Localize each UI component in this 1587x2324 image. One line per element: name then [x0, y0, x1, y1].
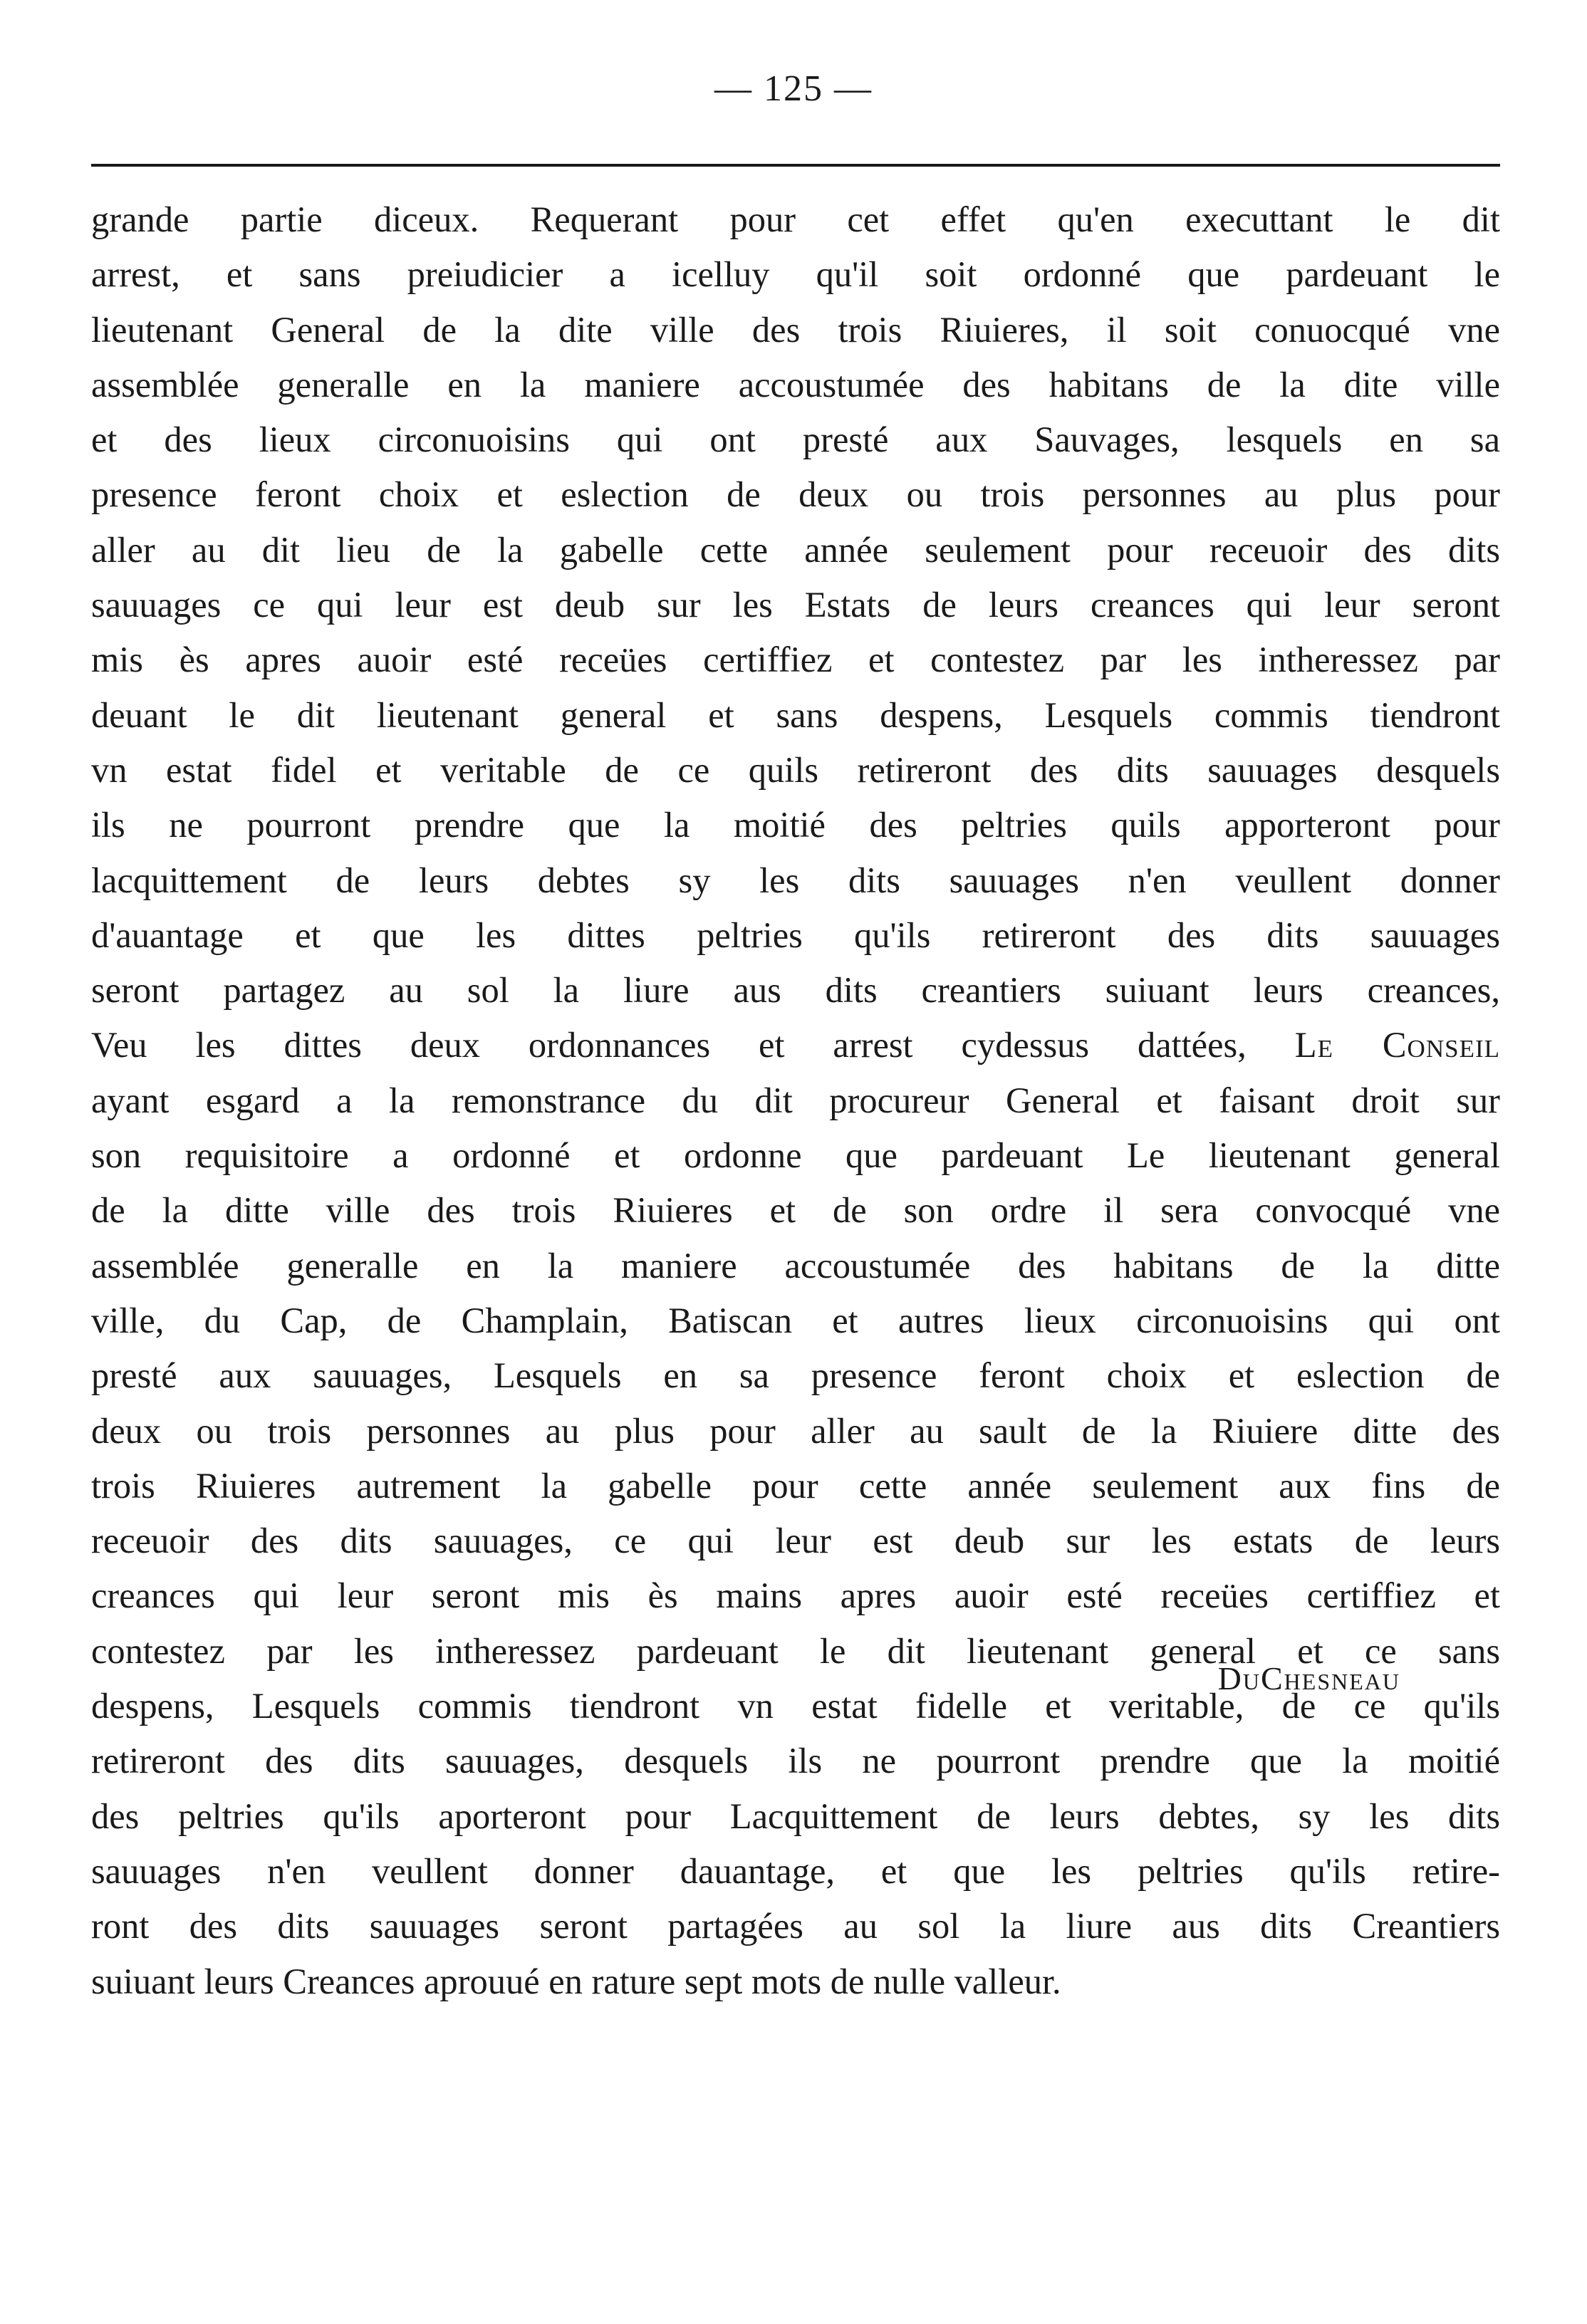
text-line: ils ne pourront prendre que la moitié des peltries quils apporteront pour — [91, 805, 1500, 845]
text-line: ayant esgard a la remonstrance du dit procureur General et faisant droit sur — [91, 1080, 1500, 1120]
text-line: ville, du Cap, de Champlain, Batiscan et autres lieux circonuoisins qui ont — [91, 1300, 1500, 1340]
text-line: aller au dit lieu de la gabelle cette année seulement pour receuoir des dits — [91, 529, 1500, 570]
text-line: de la ditte ville des trois Riuieres et de son ordre il sera convocqué vne — [91, 1190, 1500, 1231]
text-line: arrest, et sans preiudicier a icelluy qu'il soit ordonné que pardeuant le — [91, 254, 1500, 295]
text-line: ront des dits sauuages seront partagées au sol la liure aus dits Creantiers — [91, 1906, 1500, 1947]
page-number: — 125 — — [714, 68, 873, 109]
le-conseil-smallcaps: Le Conseil — [1294, 1025, 1500, 1065]
text-line: presté aux sauuages, Lesquels en sa presence feront choix et eslection de — [91, 1355, 1500, 1396]
text-line: son requisitoire a ordonné et ordonne que pardeuant Le lieutenant general — [91, 1135, 1500, 1176]
text-line: seront partagez au sol la liure aus dits creantiers suiuant leurs creances, — [91, 970, 1500, 1011]
text-line: despens, Lesquels commis tiendront vn estat fidelle et veritable, de ce qu'ils — [91, 1686, 1500, 1726]
text-line: grande partie diceux. Requerant pour cet effet qu'en executtant le dit — [91, 199, 1500, 239]
text-line: assemblée generalle en la maniere accoustumée des habitans de la dite ville — [91, 364, 1500, 405]
text-line: retireront des dits sauuages, desquels ils ne pourront prendre que la moitié — [91, 1741, 1500, 1781]
text-line: sauuages n'en veullent donner dauantage, et que les peltries qu'ils retire- — [91, 1850, 1500, 1891]
text-line: deux ou trois personnes au plus pour aller au sault de la Riuiere ditte des — [91, 1410, 1500, 1451]
text-line: et des lieux circonuoisins qui ont presté aux Sauvages, lesquels en sa — [91, 420, 1500, 460]
text-line: d'auantage et que les dittes peltries qu'ils retireront des dits sauuages — [91, 915, 1500, 955]
text-line: presence feront choix et eslection de deux ou trois personnes au plus pour — [91, 474, 1500, 515]
text-line: assemblée generalle en la maniere accoustumée des habitans de la ditte — [91, 1245, 1500, 1286]
text-line: vn estat fidel et veritable de ce quils retireront des dits sauuages desquels — [91, 749, 1500, 790]
text-line: creances qui leur seront mis ès mains apres auoir esté receües certiffiez et — [91, 1575, 1500, 1616]
text-line-last: suiuant leurs Creances aprouué en rature sept mots de nulle valleur. — [91, 1961, 1061, 2001]
body-text — [91, 192, 1500, 2009]
text-line: receuoir des dits sauuages, ce qui leur est deub sur les estats de leurs — [91, 1521, 1500, 1561]
signature: DuChesneau — [1217, 1660, 1400, 1697]
text-line: contestez par les intheressez pardeuant le dit lieutenant general et ce sans — [91, 1630, 1500, 1671]
text-segment: Veu les dittes deux ordonnances et arrest cydessus dattées, — [91, 1025, 1295, 1065]
text-line: lieutenant General de la dite ville des trois Riuieres, il soit conuocqué vne — [91, 309, 1500, 350]
text-line-conseil — [91, 1018, 1500, 1073]
text-line: lacquittement de leurs debtes sy les dits sauuages n'en veullent donner — [91, 860, 1500, 900]
header-rule — [91, 164, 1500, 167]
text-line: sauuages ce qui leur est deub sur les Estats de leurs creances qui leur seront — [91, 585, 1500, 625]
text-line: des peltries qu'ils aporteront pour Lacquittement de leurs debtes, sy les dits — [91, 1796, 1500, 1836]
text-line: trois Riuieres autrement la gabelle pour cette année seulement aux fins de — [91, 1465, 1500, 1506]
text-line: mis ès apres auoir esté receües certiffiez et contestez par les intheressez par — [91, 640, 1500, 680]
text-line: deuant le dit lieutenant general et sans despens, Lesquels commis tiendront — [91, 694, 1500, 735]
